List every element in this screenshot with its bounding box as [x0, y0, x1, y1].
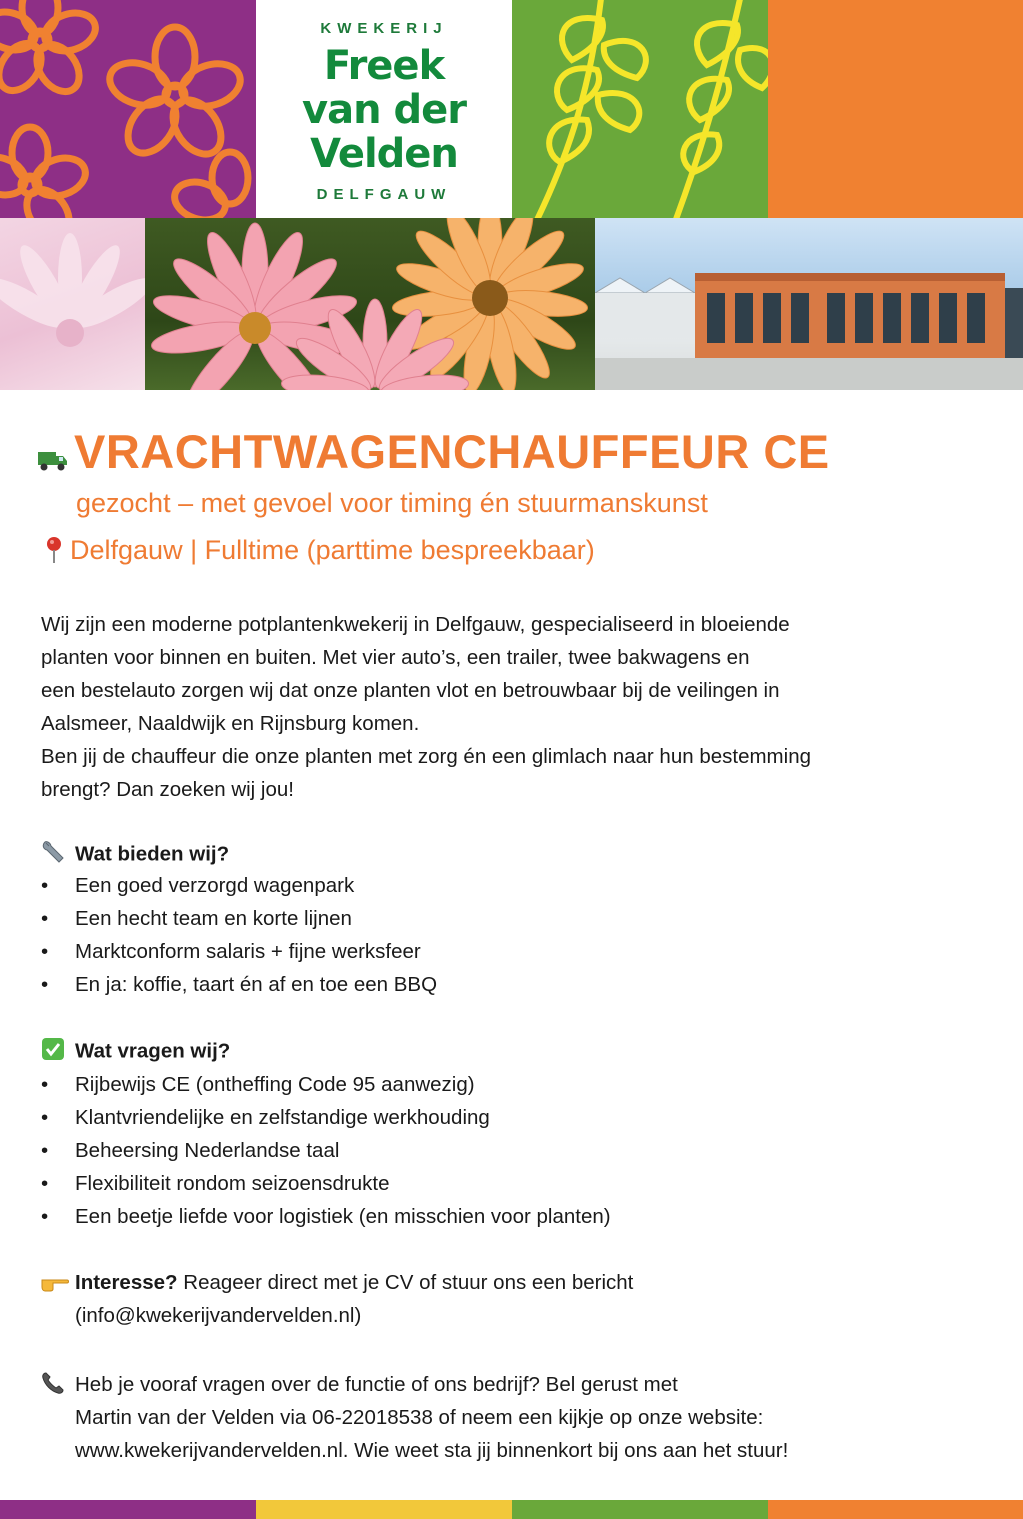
interest-bold: Interesse? — [75, 1271, 178, 1294]
list-item: • Marktconform salaris + fijne werksfeer — [41, 935, 437, 968]
contact-line: Martin van der Velden via 06-22018538 of neem een kijkje op onze website: — [75, 1406, 764, 1429]
color-stripe — [0, 1500, 1023, 1519]
list-item: • Beheersing Nederlandse taal — [41, 1134, 611, 1167]
gerbera-photo — [145, 218, 595, 390]
list-item: • Klantvriendelijke en zelfstandige werkhouding — [41, 1101, 611, 1134]
ask-list — [41, 1068, 611, 1233]
ask-heading-text: Wat vragen wij? — [75, 1039, 231, 1063]
intro-line: planten voor binnen en buiten. Met vier auto’s, een trailer, twee bakwagens en — [41, 646, 750, 669]
purple-flower-tile — [0, 0, 256, 218]
nursery-building-photo — [595, 218, 1023, 390]
list-item: • Een hecht team en korte lijnen — [41, 902, 437, 935]
job-location-text: Delfgauw | Fulltime (parttime bespreekbaar) — [70, 535, 595, 565]
logo-name-line1: Freek — [323, 43, 445, 89]
greenhouse-building-icon — [595, 218, 1023, 390]
job-title-text: VRACHTWAGENCHAUFFEUR CE — [74, 425, 830, 478]
phone-icon — [41, 1371, 65, 1405]
logo-name — [256, 44, 512, 176]
leaf-pattern-icon — [512, 0, 768, 218]
stripe-green — [512, 1500, 768, 1519]
faded-flower-icon — [0, 218, 145, 390]
logo-name-line2: van der — [302, 87, 466, 133]
ask-heading — [41, 1037, 230, 1067]
list-item: • Een beetje liefde voor logistiek (en misschien voor planten) — [41, 1200, 611, 1233]
intro-line: Wij zijn een moderne potplantenkwekerij in Delfgauw, gespecialiseerd in bloeiende — [41, 613, 790, 636]
wrench-icon — [41, 840, 67, 870]
orange-tile — [768, 0, 1023, 218]
header-banner — [0, 0, 1023, 218]
interest-email[interactable]: (info@kwekerijvandervelden.nl) — [75, 1304, 362, 1327]
flower-pattern-icon — [0, 0, 256, 218]
interest-body: Reageer direct met je CV of stuur ons een bericht — [177, 1271, 634, 1294]
intro-line: Aalsmeer, Naaldwijk en Rijnsburg komen. — [41, 712, 420, 735]
contact-note — [41, 1368, 788, 1467]
offer-list — [41, 869, 437, 1001]
logo-delfgauw: DELFGAUW — [316, 186, 452, 203]
list-item: • Flexibiliteit rondom seizoensdrukte — [41, 1167, 611, 1200]
list-item: • Rijbewijs CE (ontheffing Code 95 aanwezig) — [41, 1068, 611, 1101]
gerbera-flowers-icon — [145, 218, 595, 390]
list-item: • Een goed verzorgd wagenpark — [41, 869, 437, 902]
intro-line: een bestelauto zorgen wij dat onze planten vlot en betrouwbaar bij de veilingen in — [41, 679, 780, 702]
interest-note — [41, 1266, 633, 1332]
photo-strip — [0, 218, 1023, 390]
checkbox-icon — [41, 1037, 67, 1067]
intro-line: brengt? Dan zoeken wij jou! — [41, 778, 294, 801]
offer-heading-text: Wat bieden wij? — [75, 842, 230, 866]
truck-icon — [38, 428, 68, 483]
job-title — [38, 424, 830, 483]
offer-heading — [41, 840, 229, 870]
intro-paragraph — [41, 608, 981, 806]
list-item: • En ja: koffie, taart én af en toe een BBQ — [41, 968, 437, 1001]
logo-kwekerij: KWEKERIJ — [320, 20, 448, 37]
interest-text — [75, 1266, 633, 1299]
stripe-yellow — [256, 1500, 512, 1519]
pin-icon — [44, 536, 64, 571]
stripe-orange — [768, 1500, 1023, 1519]
contact-line: www.kwekerijvandervelden.nl. Wie weet sta jij binnenkort bij ons aan het stuur! — [75, 1439, 789, 1462]
stripe-purple — [0, 1500, 256, 1519]
pointing-hand-icon — [41, 1269, 69, 1302]
pink-flower-photo — [0, 218, 145, 390]
green-leaf-tile — [512, 0, 768, 218]
job-location — [44, 535, 595, 571]
company-logo — [256, 0, 512, 218]
job-subtitle: gezocht – met gevoel voor timing én stuurmanskunst — [76, 488, 708, 518]
contact-line: Heb je vooraf vragen over de functie of ons bedrijf? Bel gerust met — [75, 1373, 678, 1396]
intro-line: Ben jij de chauffeur die onze planten met zorg én een glimlach naar hun bestemming — [41, 745, 811, 768]
logo-name-line3: Velden — [310, 131, 458, 177]
